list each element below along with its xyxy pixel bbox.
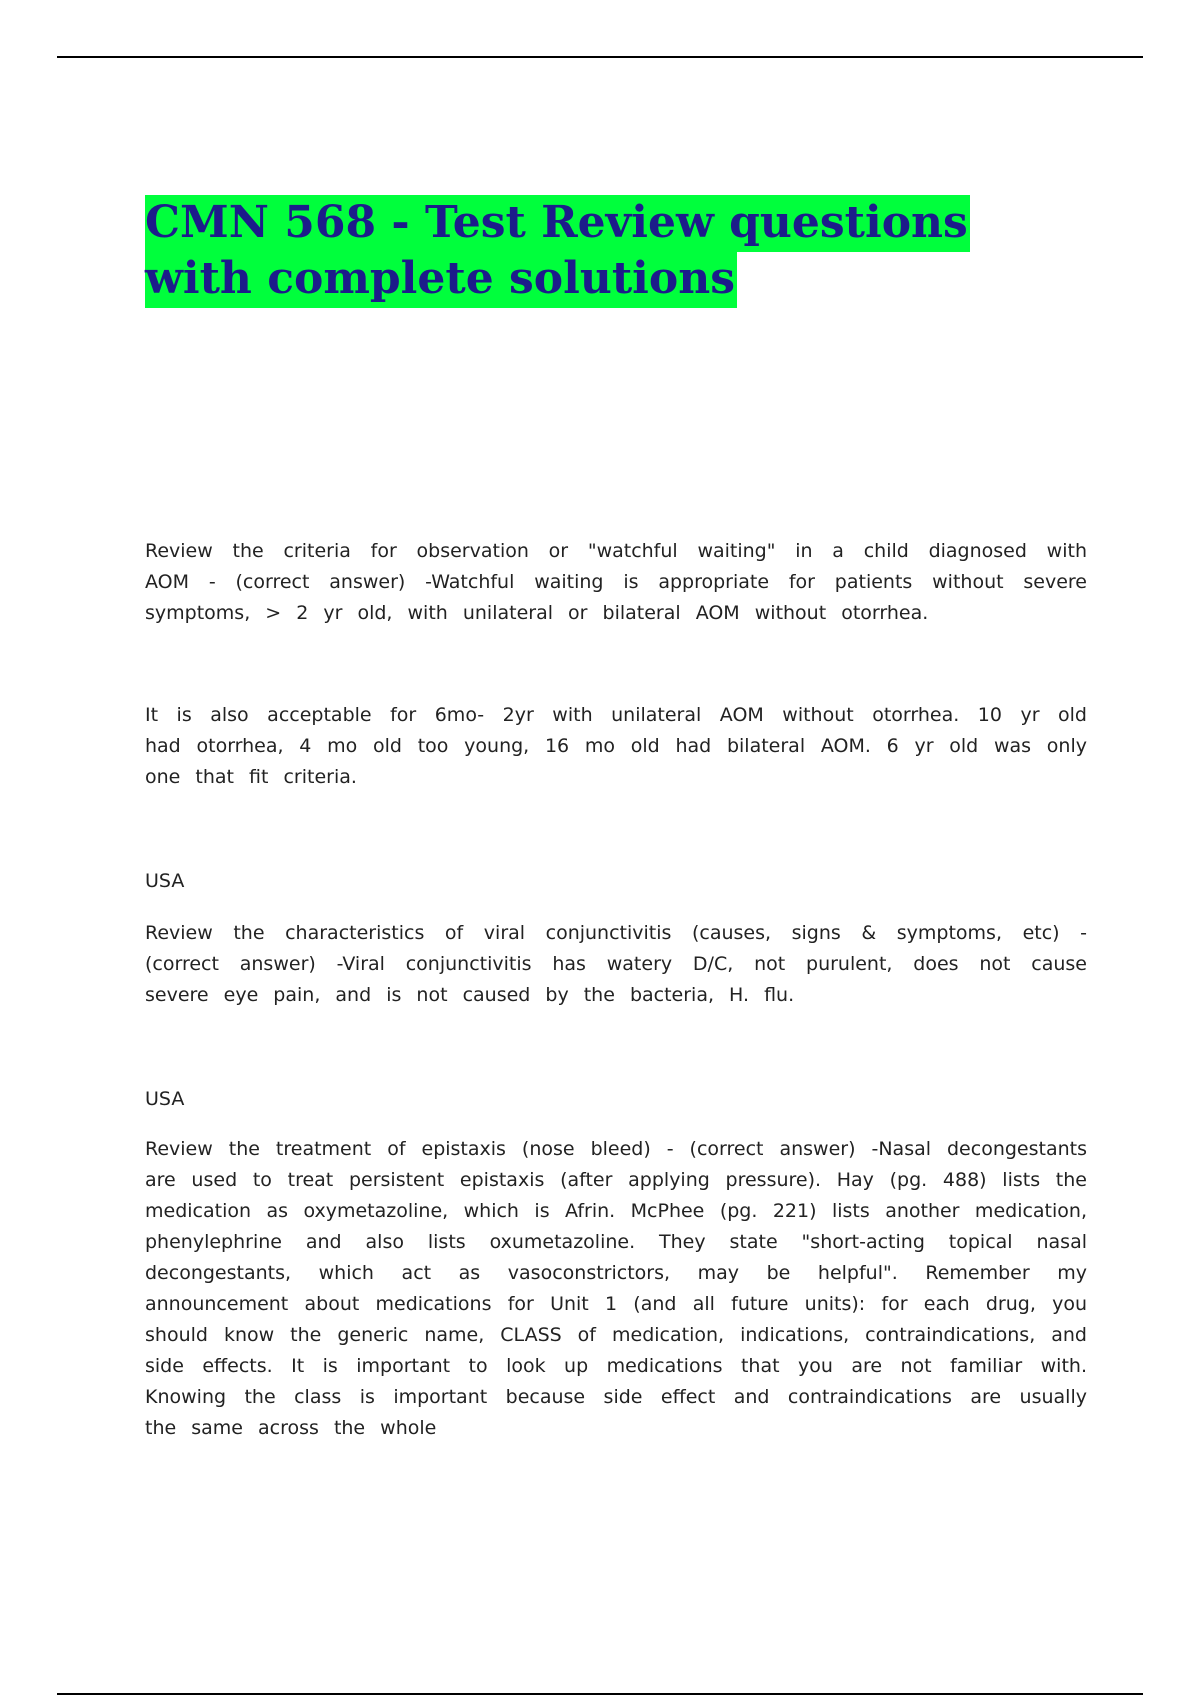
title-highlight: CMN 568 - Test Review questions with complete solutions [145, 195, 970, 308]
source-label-usa-1: USA [145, 870, 185, 892]
document-title [145, 195, 1065, 307]
question-viral-conjunctivitis: Review the characteristics of viral conjunctivitis (causes, signs & symptoms, etc) - (correct answer) -Viral conjunctivitis has watery D/C, not purulent, does not cause severe eye pain, and is not caused by the bacteria, H. flu. [145, 922, 1087, 1006]
bottom-divider-rule [57, 1693, 1143, 1695]
top-divider-rule [57, 56, 1143, 58]
paragraph-aom-criteria-followup: It is also acceptable for 6mo- 2yr with unilateral AOM without otorrhea. 10 yr old had otorrhea, 4 mo old too young, 16 mo old had bilateral AOM. 6 yr old was only one that fit criteria. [145, 704, 1087, 788]
question-epistaxis-treatment: Review the treatment of epistaxis (nose bleed) - (correct answer) -Nasal decongestants are used to treat persistent epistaxis (after applying pressure). Hay (pg. 488) lists the medication as oxymetazoline, which is Afrin. McPhee (pg. 221) lists another medication, phenylephrine and also lists oxumetazoline. They state "short-acting topical nasal decongestants, which act as vasoconstrictors, may be helpful". Remember my announcement about medications for Unit 1 (and all future units): for each drug, you should know the generic name, CLASS of medication, indications, contraindications, and side effects. It is important to look up medications that you are not familiar with. Knowing the class is important because side effect and contraindications are usually the same across the whole [145, 1138, 1087, 1439]
question-aom-watchful-waiting: Review the criteria for observation or "watchful waiting" in a child diagnosed with AOM - (correct answer) -Watchful waiting is appropriate for patients without severe symptoms, > 2 yr old, with unilateral or bilateral AOM without otorrhea. [145, 540, 1087, 624]
source-label-usa-2: USA [145, 1088, 185, 1110]
